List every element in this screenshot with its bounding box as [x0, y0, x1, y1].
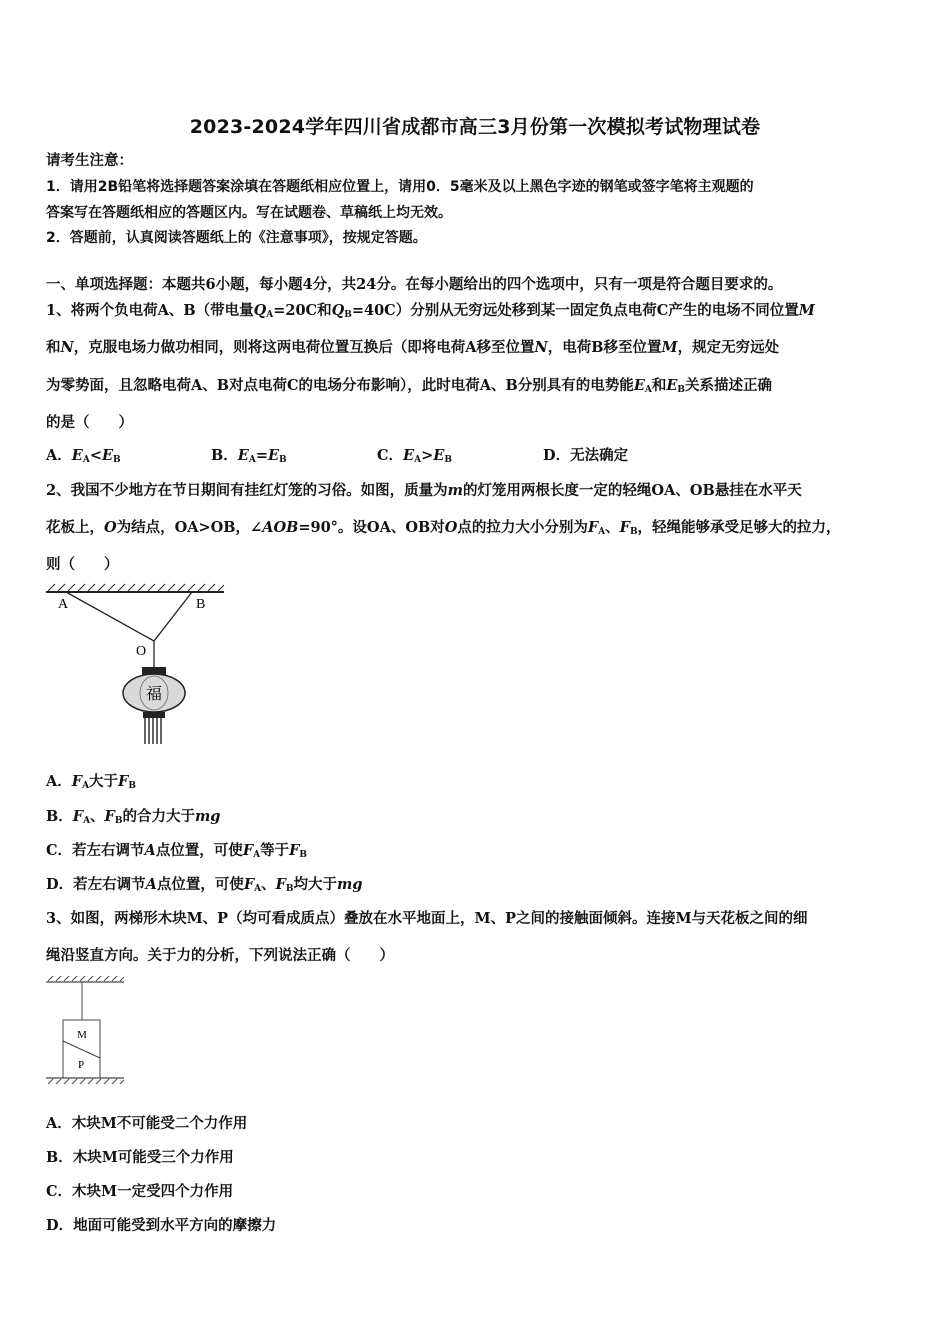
q1-line1: 1、将两个负电荷A、B（带电量$Q_A=20C$和$Q_B=40C$）分别从无穷远处移到某一固定负点电荷C产生的电场不同位置M [46, 302, 815, 320]
rope-oa [66, 592, 154, 641]
lantern-figure [44, 583, 229, 748]
block-m-label: M [77, 1029, 87, 1041]
notice-item1-line1: 1．请用2B铅笔将选择题答案涂填在答题纸相应位置上，请用0．5毫米及以上黑色字迹的钢笔或签字笔将主观题的 [46, 179, 754, 195]
blocks-figure [44, 974, 128, 1086]
lantern-tassels [145, 718, 161, 744]
q3-line1: 3、如图，两梯形木块M、P（均可看成质点）叠放在水平地面上，M、P之间的接触面倾斜。连接M与天花板之间的细 [46, 910, 808, 927]
exam-title: 2023-2024学年四川省成都市高三3月份第一次模拟考试物理试卷 [189, 116, 761, 138]
lantern-character: 福 [145, 686, 163, 703]
label-o: O [136, 644, 147, 659]
q2-line3: 则（ ） [46, 556, 119, 573]
incline-interface [63, 1041, 100, 1058]
q2-option-c: C．若左右调节A点位置，可使$F_A$等于$F_B$ [46, 842, 307, 860]
q1-line2: 和N，克服电场力做功相同，则将这两电荷位置互换后（即将电荷A移至位置N，电荷B移至位置M，规定无穷远处 [46, 339, 780, 356]
q1-option-b: B．$E_A=E_B$ [211, 447, 287, 465]
q2-line2: 花板上，O为结点，OA>OB，∠AOB=90°。设OA、OB对O点的拉力大小分别为$F_A$、$F_B$，轻绳能够承受足够大的拉力， [46, 519, 841, 537]
lantern-bottom-cap [143, 712, 165, 718]
notice-item2: 2．答题前，认真阅读答题纸上的《注意事项》，按规定答题。 [46, 230, 427, 246]
q3-option-d: D．地面可能受到水平方向的摩擦力 [46, 1217, 277, 1234]
section1-heading: 一、单项选择题：本题共6小题，每小题4分，共24分。在每小题给出的四个选项中，只有一项是符合题目要求的。 [46, 276, 783, 293]
label-b: B [196, 597, 206, 612]
q2-option-b: B．$F_A$、$F_B$的合力大于mg [46, 808, 221, 826]
q2-line1: 2、我国不少地方在节日期间有挂红灯笼的习俗。如图，质量为m的灯笼用两根长度一定的轻绳OA、OB悬挂在水平天 [46, 482, 802, 499]
q1-option-d: D．无法确定 [543, 447, 629, 464]
notice-item1-line2: 答案写在答题纸相应的答题区内。写在试题卷、草稿纸上均无效。 [46, 205, 452, 221]
rope-ob [154, 592, 192, 641]
ceiling-hatch [46, 584, 224, 592]
block-p-label: P [77, 1059, 85, 1071]
q3-option-b: B．木块M可能受三个力作用 [46, 1149, 234, 1166]
ceiling-hatch [46, 976, 124, 982]
q1-line4: 的是（ ） [46, 414, 133, 431]
q2-option-a: A．$F_A$大于$F_B$ [46, 773, 136, 791]
label-a: A [58, 597, 69, 612]
q1-line3: 为零势面，且忽略电荷A、B对点电荷C的电场分布影响），此时电荷A、B分别具有的电势能$E_A$和$E_B$关系描述正确 [46, 377, 773, 395]
q2-option-d: D．若左右调节A点位置，可使$F_A$、$F_B$均大于mg [46, 876, 363, 894]
q1-option-c: C．$E_A>E_B$ [377, 447, 452, 465]
q3-option-a: A．木块M不可能受二个力作用 [46, 1115, 248, 1132]
q1-option-a: A．$E_A<E_B$ [46, 447, 121, 465]
ground-hatch [46, 1078, 124, 1084]
q3-line2: 绳沿竖直方向。关于力的分析，下列说法正确（ ） [46, 947, 394, 964]
q3-option-c: C．木块M一定受四个力作用 [46, 1183, 234, 1200]
notice-heading: 请考生注意： [46, 152, 133, 169]
